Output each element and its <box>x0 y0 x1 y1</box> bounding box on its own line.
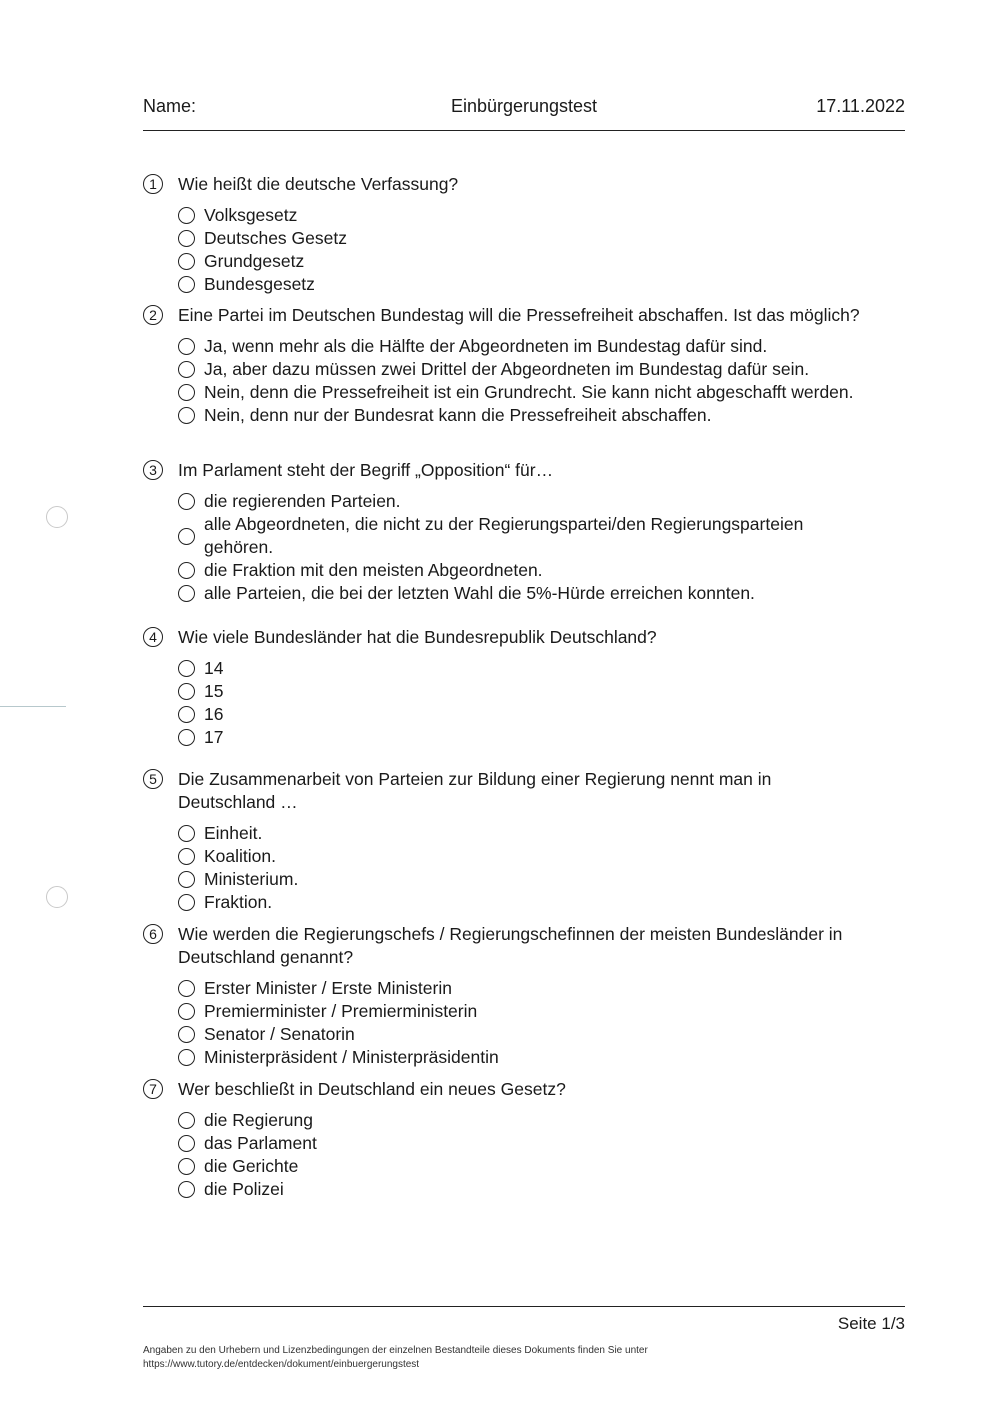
radio-circle-icon[interactable] <box>178 848 195 865</box>
answer-label: Deutsches Gesetz <box>204 228 347 248</box>
radio-circle-icon[interactable] <box>178 1112 195 1129</box>
answer-option[interactable] <box>178 680 905 703</box>
page-header <box>143 96 905 131</box>
question-text: Wie werden die Regierungschefs / Regierungschefinnen der meisten Bundesländer in Deutschland genannt? <box>178 924 843 967</box>
answer-option[interactable] <box>178 868 905 891</box>
answer-label: die Gerichte <box>204 1156 299 1176</box>
question-number: 4 <box>143 627 163 647</box>
answer-option[interactable] <box>178 204 905 227</box>
answer-option[interactable] <box>178 1000 905 1023</box>
answer-label: Erster Minister / Erste Ministerin <box>204 978 452 998</box>
answer-label: Senator / Senatorin <box>204 1024 355 1044</box>
answer-option[interactable] <box>178 559 905 582</box>
question-5 <box>143 768 905 914</box>
answer-label: Bundesgesetz <box>204 274 315 294</box>
answer-option[interactable] <box>178 273 905 296</box>
answer-label: Ministerpräsident / Ministerpräsidentin <box>204 1047 499 1067</box>
answer-label: 16 <box>204 704 224 724</box>
radio-circle-icon[interactable] <box>178 980 195 997</box>
question-text: Wer beschließt in Deutschland ein neues Gesetz? <box>178 1079 566 1099</box>
question-number: 1 <box>143 174 163 194</box>
radio-circle-icon[interactable] <box>178 683 195 700</box>
punch-hole-top <box>46 506 68 528</box>
question-number: 7 <box>143 1079 163 1099</box>
answer-option[interactable] <box>178 845 905 868</box>
footnote-text: Angaben zu den Urhebern und Lizenzbedingungen der einzelnen Bestandteile dieses Dokuments finden Sie unter <box>143 1345 648 1356</box>
radio-circle-icon[interactable] <box>178 361 195 378</box>
answer-label: Nein, denn nur der Bundesrat kann die Pressefreiheit abschaffen. <box>204 405 712 425</box>
answer-option[interactable] <box>178 381 905 404</box>
radio-circle-icon[interactable] <box>178 1003 195 1020</box>
radio-circle-icon[interactable] <box>178 825 195 842</box>
footer-divider <box>143 1306 905 1307</box>
name-label: Name: <box>143 96 197 116</box>
radio-circle-icon[interactable] <box>178 253 195 270</box>
answer-label: die regierenden Parteien. <box>204 491 401 511</box>
radio-circle-icon[interactable] <box>178 585 195 602</box>
fold-mark <box>0 706 66 707</box>
answer-option[interactable] <box>178 1178 905 1201</box>
answer-label: alle Abgeordneten, die nicht zu der Regierungspartei/den Regierungsparteien gehören. <box>204 514 804 557</box>
answer-label: Ja, wenn mehr als die Hälfte der Abgeordneten im Bundestag dafür sind. <box>204 336 768 356</box>
answer-label: alle Parteien, die bei der letzten Wahl die 5%-Hürde erreichen konnten. <box>204 583 755 603</box>
question-text: Wie viele Bundesländer hat die Bundesrepublik Deutschland? <box>178 627 657 647</box>
radio-circle-icon[interactable] <box>178 207 195 224</box>
answer-option[interactable] <box>178 404 905 427</box>
date-label: 17.11.2022 <box>816 96 905 116</box>
question-3 <box>143 459 905 605</box>
answer-label: das Parlament <box>204 1133 317 1153</box>
answer-label: Premierminister / Premierministerin <box>204 1001 478 1021</box>
answer-option[interactable] <box>178 822 905 845</box>
radio-circle-icon[interactable] <box>178 384 195 401</box>
answer-option[interactable] <box>178 358 905 381</box>
answer-option[interactable] <box>178 891 905 914</box>
question-text: Wie heißt die deutsche Verfassung? <box>178 174 459 194</box>
question-1 <box>143 173 905 296</box>
radio-circle-icon[interactable] <box>178 493 195 510</box>
question-6 <box>143 923 905 1069</box>
radio-circle-icon[interactable] <box>178 407 195 424</box>
question-number: 3 <box>143 460 163 480</box>
question-text: Im Parlament steht der Begriff „Opposition“ für… <box>178 460 554 480</box>
answer-label: 17 <box>204 727 224 747</box>
page-title: Einbürgerungstest <box>450 96 598 116</box>
answer-label: die Fraktion mit den meisten Abgeordneten. <box>204 560 543 580</box>
radio-circle-icon[interactable] <box>178 706 195 723</box>
answer-option[interactable] <box>178 335 905 358</box>
answer-option[interactable] <box>178 703 905 726</box>
answer-option[interactable] <box>178 1023 905 1046</box>
answer-label: Ministerium. <box>204 869 299 889</box>
radio-circle-icon[interactable] <box>178 729 195 746</box>
question-number: 2 <box>143 305 163 325</box>
footnote-url[interactable]: https://www.tutory.de/entdecken/dokument/einbuergerungstest <box>143 1359 420 1370</box>
page-number: Seite 1/3 <box>837 1314 905 1333</box>
answer-option[interactable] <box>178 1132 905 1155</box>
radio-circle-icon[interactable] <box>178 338 195 355</box>
answer-label: Nein, denn die Pressefreiheit ist ein Grundrecht. Sie kann nicht abgeschafft werden. <box>204 382 854 402</box>
answer-option[interactable] <box>178 657 905 680</box>
answer-label: Einheit. <box>204 823 263 843</box>
answer-option[interactable] <box>178 582 905 605</box>
answer-label: Fraktion. <box>204 892 273 912</box>
answer-option[interactable] <box>178 1046 905 1069</box>
answer-label: die Regierung <box>204 1110 313 1130</box>
answer-option[interactable] <box>178 513 905 559</box>
radio-circle-icon[interactable] <box>178 1049 195 1066</box>
answer-label: die Polizei <box>204 1179 284 1199</box>
answer-option[interactable] <box>178 250 905 273</box>
question-text: Eine Partei im Deutschen Bundestag will die Pressefreiheit abschaffen. Ist das möglich? <box>178 305 860 325</box>
answer-option[interactable] <box>178 1109 905 1132</box>
answer-label: 14 <box>204 658 224 678</box>
answer-option[interactable] <box>178 490 905 513</box>
question-2 <box>143 304 905 427</box>
answer-label: Grundgesetz <box>204 251 305 271</box>
radio-circle-icon[interactable] <box>178 660 195 677</box>
answer-label: Volksgesetz <box>204 205 298 225</box>
question-text: Die Zusammenarbeit von Parteien zur Bildung einer Regierung nennt man in Deutschland … <box>178 769 772 812</box>
answer-option[interactable] <box>178 726 905 749</box>
radio-circle-icon[interactable] <box>178 230 195 247</box>
question-4 <box>143 626 905 749</box>
radio-circle-icon[interactable] <box>178 276 195 293</box>
answer-option[interactable] <box>178 1155 905 1178</box>
punch-hole-bottom <box>46 886 68 908</box>
question-number: 6 <box>143 924 163 944</box>
radio-circle-icon[interactable] <box>178 1158 195 1175</box>
radio-circle-icon[interactable] <box>178 1026 195 1043</box>
answer-option[interactable] <box>178 227 905 250</box>
radio-circle-icon[interactable] <box>178 562 195 579</box>
question-number: 5 <box>143 769 163 789</box>
radio-circle-icon[interactable] <box>178 528 195 545</box>
radio-circle-icon[interactable] <box>178 871 195 888</box>
radio-circle-icon[interactable] <box>178 1135 195 1152</box>
answer-label: Ja, aber dazu müssen zwei Drittel der Abgeordneten im Bundestag dafür sein. <box>204 359 810 379</box>
answer-option[interactable] <box>178 977 905 1000</box>
radio-circle-icon[interactable] <box>178 1181 195 1198</box>
answer-label: Koalition. <box>204 846 276 866</box>
question-7 <box>143 1078 905 1201</box>
answer-label: 15 <box>204 681 224 701</box>
license-footnote <box>143 1344 843 1372</box>
radio-circle-icon[interactable] <box>178 894 195 911</box>
